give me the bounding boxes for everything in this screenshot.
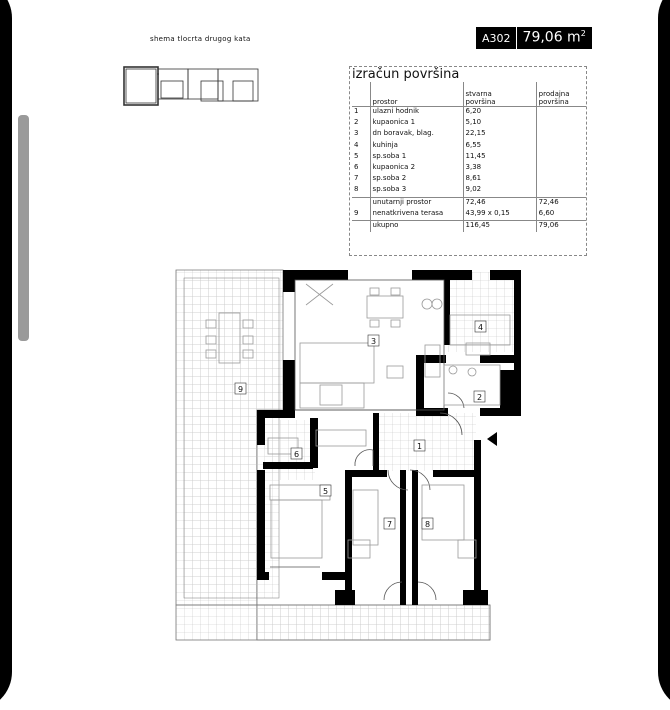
room-label-4: 4 [478,323,484,332]
table-row: 2 kupaonica 1 5,10 [352,118,586,129]
table-row: 1 ulazni hodnik 6,20 [352,107,586,119]
area-table-title: izračun površina [352,67,460,82]
room-label-9: 9 [238,385,244,394]
room-label-6: 6 [294,450,300,459]
room-label-1: 1 [417,442,423,451]
entrance-arrow-icon [487,432,497,446]
table-row: 6 kupaonica 2 3,38 [352,163,586,174]
table-row: 8 sp.soba 3 9,02 [352,185,586,197]
table-row: ukupno 116,45 79,06 [352,220,586,232]
unit-code: A302 [476,27,517,49]
room-label-3: 3 [371,337,377,346]
header-actual: stvarna površina [463,82,536,107]
room-label-2: 2 [477,393,483,402]
table-row: 3 dn boravak, blag. 22,15 [352,129,586,140]
floor-scheme-caption: shema tlocrta drugog kata [150,35,251,43]
table-row: unutarnji prostor 72,46 72,46 [352,197,586,209]
table-row: 5 sp.soba 1 11,45 [352,152,586,163]
table-row: 7 sp.soba 2 8,61 [352,174,586,185]
header-sales: prodajna površina [536,82,586,107]
header-room: prostor [370,82,463,107]
table-row: 4 kuhinja 6,55 [352,141,586,152]
room-label-5: 5 [323,487,329,496]
room-label-8: 8 [425,520,431,529]
unit-area: 79,06 $m^2$ [522,29,586,46]
room-label-7: 7 [387,520,393,529]
table-row: 9 nenatkrivena terasa 43,99 x 0,15 6,60 [352,209,586,221]
